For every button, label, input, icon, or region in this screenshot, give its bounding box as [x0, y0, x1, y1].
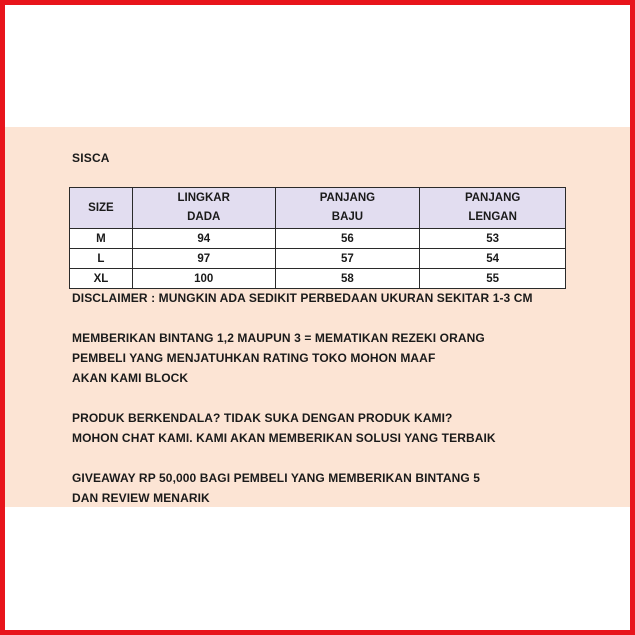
- cell-panjang-lengan: 55: [420, 269, 566, 289]
- rating-warning-line-2: PEMBELI YANG MENJATUHKAN RATING TOKO MOHON MAAF: [72, 351, 436, 365]
- cell-lingkar-dada: 97: [132, 249, 275, 269]
- support-line-1: PRODUK BERKENDALA? TIDAK SUKA DENGAN PRODUK KAMI?: [72, 411, 453, 425]
- giveaway-line-2: DAN REVIEW MENARIK: [72, 491, 210, 505]
- cell-size: L: [70, 249, 133, 269]
- table-row: [70, 249, 566, 269]
- cell-panjang-lengan: 53: [420, 229, 566, 249]
- disclaimer-text: DISCLAIMER : MUNGKIN ADA SEDIKIT PERBEDAAN UKURAN SEKITAR 1-3 CM: [72, 291, 533, 305]
- cell-size: M: [70, 229, 133, 249]
- support-line-2: MOHON CHAT KAMI. KAMI AKAN MEMBERIKAN SOLUSI YANG TERBAIK: [72, 431, 496, 445]
- cell-panjang-lengan: 54: [420, 249, 566, 269]
- rating-warning-line-3: AKAN KAMI BLOCK: [72, 371, 189, 385]
- header-size: SIZE: [70, 188, 133, 229]
- table-row: [70, 269, 566, 289]
- table-header-row: [70, 188, 566, 229]
- giveaway-line-1: GIVEAWAY RP 50,000 BAGI PEMBELI YANG MEMBERIKAN BINTANG 5: [72, 471, 481, 485]
- cell-size: XL: [70, 269, 133, 289]
- cell-lingkar-dada: 100: [132, 269, 275, 289]
- size-chart-table: [69, 187, 566, 289]
- info-panel: [5, 127, 630, 507]
- header-panjang-baju: PANJANG BAJU: [275, 188, 420, 229]
- table-row: [70, 229, 566, 249]
- cell-lingkar-dada: 94: [132, 229, 275, 249]
- header-lingkar-dada: LINGKAR DADA: [132, 188, 275, 229]
- cell-panjang-baju: 58: [275, 269, 420, 289]
- header-panjang-lengan: PANJANG LENGAN: [420, 188, 566, 229]
- rating-warning-line-1: MEMBERIKAN BINTANG 1,2 MAUPUN 3 = MEMATIKAN REZEKI ORANG: [72, 331, 485, 345]
- cell-panjang-baju: 56: [275, 229, 420, 249]
- cell-panjang-baju: 57: [275, 249, 420, 269]
- brand-name: SISCA: [72, 151, 110, 165]
